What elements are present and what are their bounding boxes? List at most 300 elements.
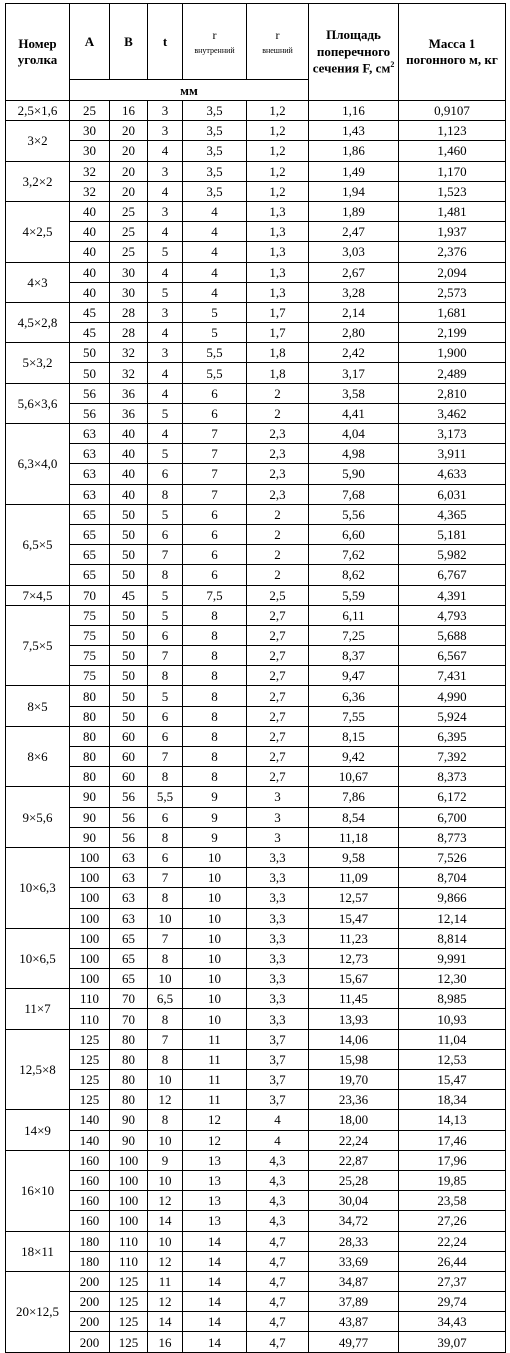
cell-r-outer: 3,7 (247, 1070, 309, 1090)
r-inner-symbol: r (212, 27, 217, 42)
cell-b: 32 (110, 343, 148, 363)
cell-area: 3,17 (309, 363, 399, 383)
header-units: мм (70, 80, 309, 101)
cell-area: 1,94 (309, 181, 399, 201)
cell-r-inner: 12 (183, 1130, 247, 1150)
cell-r-outer: 3,7 (247, 1049, 309, 1069)
cell-area: 6,60 (309, 524, 399, 544)
cell-b: 100 (110, 1170, 148, 1190)
table-row (6, 302, 506, 322)
cell-mass: 5,688 (399, 625, 506, 645)
cell-b: 40 (110, 464, 148, 484)
cell-r-outer: 3,3 (247, 989, 309, 1009)
cell-r-inner: 10 (183, 888, 247, 908)
cell-t: 8 (148, 888, 183, 908)
cell-a: 56 (70, 403, 110, 423)
cell-t: 5 (148, 282, 183, 302)
cell-area: 3,58 (309, 383, 399, 403)
cell-b: 28 (110, 323, 148, 343)
cell-t: 5 (148, 444, 183, 464)
cell-b: 30 (110, 282, 148, 302)
cell-area: 1,89 (309, 201, 399, 221)
cell-r-inner: 7 (183, 424, 247, 444)
cell-area: 28,33 (309, 1231, 399, 1251)
table-row (6, 1191, 506, 1211)
cell-t: 4 (148, 424, 183, 444)
cell-b: 40 (110, 484, 148, 504)
cell-area: 34,87 (309, 1271, 399, 1291)
table-row (6, 464, 506, 484)
cell-mass: 6,031 (399, 484, 506, 504)
cell-r-inner: 11 (183, 1029, 247, 1049)
cell-t: 5 (148, 403, 183, 423)
cell-mass: 8,985 (399, 989, 506, 1009)
cell-t: 10 (148, 1070, 183, 1090)
cell-r-inner: 14 (183, 1312, 247, 1332)
table-row (6, 1332, 506, 1352)
cell-b: 65 (110, 948, 148, 968)
angle-number-cell: 9×5,6 (6, 787, 70, 848)
table-row (6, 424, 506, 444)
cell-b: 125 (110, 1312, 148, 1332)
table-row (6, 928, 506, 948)
cell-a: 100 (70, 868, 110, 888)
cell-area: 11,23 (309, 928, 399, 948)
cell-a: 25 (70, 101, 110, 121)
cell-r-inner: 3,5 (183, 181, 247, 201)
cell-area: 8,15 (309, 726, 399, 746)
r-outer-symbol: r (275, 27, 280, 42)
cell-a: 80 (70, 706, 110, 726)
cell-area: 2,80 (309, 323, 399, 343)
cell-t: 3 (148, 161, 183, 181)
cell-t: 6 (148, 706, 183, 726)
cell-area: 15,67 (309, 969, 399, 989)
cell-r-inner: 8 (183, 646, 247, 666)
cell-b: 25 (110, 242, 148, 262)
table-row (6, 403, 506, 423)
table-row (6, 484, 506, 504)
table-row (6, 1130, 506, 1150)
cell-r-outer: 2,7 (247, 646, 309, 666)
cell-a: 30 (70, 141, 110, 161)
cell-r-outer: 3 (247, 827, 309, 847)
cell-mass: 1,170 (399, 161, 506, 181)
cell-r-inner: 4 (183, 282, 247, 302)
cell-r-outer: 1,3 (247, 201, 309, 221)
cell-mass: 12,30 (399, 969, 506, 989)
cell-b: 40 (110, 444, 148, 464)
cell-r-inner: 7,5 (183, 585, 247, 605)
cell-r-inner: 6 (183, 524, 247, 544)
cell-r-outer: 4 (247, 1130, 309, 1150)
cell-r-inner: 6 (183, 504, 247, 524)
cell-r-inner: 4 (183, 201, 247, 221)
angle-number-cell: 8×5 (6, 686, 70, 726)
cell-area: 43,87 (309, 1312, 399, 1332)
angle-number-cell: 12,5×8 (6, 1029, 70, 1110)
header-r-outer (247, 4, 309, 80)
cell-r-inner: 3,5 (183, 141, 247, 161)
cell-r-inner: 4 (183, 242, 247, 262)
cell-r-outer: 2 (247, 504, 309, 524)
cell-r-outer: 2,7 (247, 726, 309, 746)
cell-mass: 2,573 (399, 282, 506, 302)
cell-t: 10 (148, 908, 183, 928)
cell-t: 7 (148, 868, 183, 888)
cell-mass: 1,937 (399, 222, 506, 242)
cell-a: 30 (70, 121, 110, 141)
cell-b: 25 (110, 201, 148, 221)
cell-area: 18,00 (309, 1110, 399, 1130)
cell-b: 50 (110, 545, 148, 565)
cell-mass: 23,58 (399, 1191, 506, 1211)
cell-a: 80 (70, 767, 110, 787)
cell-b: 36 (110, 403, 148, 423)
cell-a: 70 (70, 585, 110, 605)
cell-t: 7 (148, 646, 183, 666)
cell-b: 20 (110, 181, 148, 201)
cell-b: 50 (110, 625, 148, 645)
cell-area: 4,04 (309, 424, 399, 444)
angle-steel-table (5, 3, 506, 1353)
table-row (6, 625, 506, 645)
cell-r-outer: 3,3 (247, 928, 309, 948)
cell-b: 90 (110, 1130, 148, 1150)
cell-area: 8,54 (309, 807, 399, 827)
cell-r-outer: 4,3 (247, 1191, 309, 1211)
cell-mass: 2,376 (399, 242, 506, 262)
cell-r-inner: 8 (183, 605, 247, 625)
cell-area: 13,93 (309, 1009, 399, 1029)
cell-area: 9,58 (309, 847, 399, 867)
table-row (6, 504, 506, 524)
cell-r-inner: 6 (183, 545, 247, 565)
cell-r-inner: 7 (183, 444, 247, 464)
cell-area: 19,70 (309, 1070, 399, 1090)
table-row (6, 222, 506, 242)
cell-r-inner: 14 (183, 1292, 247, 1312)
cell-a: 63 (70, 464, 110, 484)
cell-b: 20 (110, 161, 148, 181)
area-superscript: 2 (390, 59, 395, 69)
table-row (6, 868, 506, 888)
cell-t: 14 (148, 1211, 183, 1231)
angle-number-cell: 5,6×3,6 (6, 383, 70, 423)
header-area (309, 4, 399, 101)
cell-t: 3 (148, 101, 183, 121)
cell-r-inner: 11 (183, 1090, 247, 1110)
cell-a: 100 (70, 908, 110, 928)
table-row (6, 1110, 506, 1130)
cell-r-inner: 8 (183, 747, 247, 767)
cell-r-outer: 3,3 (247, 1009, 309, 1029)
cell-t: 5 (148, 585, 183, 605)
cell-mass: 11,04 (399, 1029, 506, 1049)
angle-number-cell: 11×7 (6, 989, 70, 1029)
table-row (6, 101, 506, 121)
cell-b: 125 (110, 1332, 148, 1352)
header-mass: Масса 1 погонного м, кг (399, 4, 506, 101)
cell-area: 49,77 (309, 1332, 399, 1352)
cell-mass: 1,523 (399, 181, 506, 201)
cell-t: 5 (148, 504, 183, 524)
cell-mass: 19,85 (399, 1170, 506, 1190)
cell-mass: 17,46 (399, 1130, 506, 1150)
cell-t: 6 (148, 464, 183, 484)
table-row (6, 1211, 506, 1231)
cell-a: 200 (70, 1271, 110, 1291)
cell-mass: 6,700 (399, 807, 506, 827)
cell-t: 12 (148, 1292, 183, 1312)
cell-b: 30 (110, 262, 148, 282)
cell-a: 75 (70, 605, 110, 625)
cell-b: 32 (110, 363, 148, 383)
cell-mass: 9,991 (399, 948, 506, 968)
cell-r-inner: 13 (183, 1191, 247, 1211)
cell-a: 40 (70, 242, 110, 262)
cell-r-outer: 2,5 (247, 585, 309, 605)
table-row (6, 383, 506, 403)
cell-b: 65 (110, 969, 148, 989)
cell-b: 63 (110, 888, 148, 908)
cell-t: 5 (148, 605, 183, 625)
cell-a: 65 (70, 545, 110, 565)
table-row (6, 666, 506, 686)
cell-mass: 1,123 (399, 121, 506, 141)
header-number: Номер уголка (6, 4, 70, 101)
cell-a: 45 (70, 302, 110, 322)
cell-r-outer: 2,3 (247, 464, 309, 484)
area-label: Площадь поперечного сечения F, см (312, 27, 391, 76)
table-row (6, 787, 506, 807)
cell-mass: 5,982 (399, 545, 506, 565)
cell-r-inner: 13 (183, 1211, 247, 1231)
table-row (6, 1271, 506, 1291)
cell-t: 3 (148, 121, 183, 141)
angle-number-cell: 8×6 (6, 726, 70, 787)
angle-number-cell: 2,5×1,6 (6, 101, 70, 121)
angle-number-cell: 18×11 (6, 1231, 70, 1271)
cell-r-inner: 8 (183, 726, 247, 746)
cell-b: 50 (110, 524, 148, 544)
cell-t: 14 (148, 1312, 183, 1332)
cell-r-outer: 1,2 (247, 161, 309, 181)
cell-t: 16 (148, 1332, 183, 1352)
cell-mass: 10,93 (399, 1009, 506, 1029)
cell-t: 6 (148, 625, 183, 645)
cell-r-inner: 6 (183, 383, 247, 403)
header-r-inner (183, 4, 247, 80)
cell-t: 6 (148, 847, 183, 867)
cell-b: 56 (110, 807, 148, 827)
cell-r-inner: 10 (183, 908, 247, 928)
cell-a: 110 (70, 989, 110, 1009)
cell-mass: 12,14 (399, 908, 506, 928)
cell-a: 160 (70, 1191, 110, 1211)
cell-t: 10 (148, 969, 183, 989)
angle-number-cell: 16×10 (6, 1150, 70, 1231)
cell-a: 65 (70, 524, 110, 544)
cell-t: 3 (148, 343, 183, 363)
cell-t: 7 (148, 1029, 183, 1049)
cell-r-inner: 5,5 (183, 343, 247, 363)
cell-t: 4 (148, 222, 183, 242)
cell-mass: 22,24 (399, 1231, 506, 1251)
table-row (6, 1231, 506, 1251)
cell-r-outer: 2,7 (247, 666, 309, 686)
cell-r-outer: 2,7 (247, 686, 309, 706)
cell-b: 50 (110, 686, 148, 706)
cell-area: 1,49 (309, 161, 399, 181)
angle-number-cell: 3×2 (6, 121, 70, 161)
cell-a: 125 (70, 1090, 110, 1110)
r-inner-subscript: внутренний (194, 45, 235, 55)
cell-mass: 3,911 (399, 444, 506, 464)
table-row (6, 161, 506, 181)
cell-a: 100 (70, 948, 110, 968)
cell-t: 6,5 (148, 989, 183, 1009)
cell-r-inner: 14 (183, 1251, 247, 1271)
table-row (6, 585, 506, 605)
cell-mass: 6,767 (399, 565, 506, 585)
cell-area: 34,72 (309, 1211, 399, 1231)
cell-a: 80 (70, 686, 110, 706)
cell-mass: 0,9107 (399, 101, 506, 121)
table-row (6, 1150, 506, 1170)
cell-r-outer: 1,7 (247, 302, 309, 322)
cell-area: 4,98 (309, 444, 399, 464)
cell-r-outer: 2,7 (247, 767, 309, 787)
table-row (6, 605, 506, 625)
cell-r-inner: 14 (183, 1332, 247, 1352)
table-row (6, 242, 506, 262)
cell-a: 40 (70, 201, 110, 221)
cell-t: 8 (148, 565, 183, 585)
cell-area: 6,36 (309, 686, 399, 706)
cell-a: 32 (70, 161, 110, 181)
cell-r-inner: 7 (183, 464, 247, 484)
cell-area: 1,86 (309, 141, 399, 161)
cell-b: 56 (110, 787, 148, 807)
table-row (6, 565, 506, 585)
cell-r-inner: 13 (183, 1170, 247, 1190)
cell-mass: 27,26 (399, 1211, 506, 1231)
table-row (6, 989, 506, 1009)
cell-mass: 6,172 (399, 787, 506, 807)
cell-a: 200 (70, 1312, 110, 1332)
cell-area: 6,11 (309, 605, 399, 625)
cell-a: 100 (70, 888, 110, 908)
cell-r-inner: 8 (183, 625, 247, 645)
table-row (6, 1251, 506, 1271)
cell-b: 80 (110, 1049, 148, 1069)
cell-t: 5 (148, 686, 183, 706)
cell-mass: 2,199 (399, 323, 506, 343)
cell-r-outer: 4,7 (247, 1251, 309, 1271)
cell-area: 7,62 (309, 545, 399, 565)
cell-r-outer: 2,3 (247, 424, 309, 444)
cell-t: 4 (148, 363, 183, 383)
cell-a: 65 (70, 565, 110, 585)
cell-b: 56 (110, 827, 148, 847)
cell-area: 7,55 (309, 706, 399, 726)
cell-r-outer: 1,2 (247, 121, 309, 141)
angle-number-cell: 5×3,2 (6, 343, 70, 383)
cell-r-outer: 2,3 (247, 484, 309, 504)
angle-number-cell: 4,5×2,8 (6, 302, 70, 342)
cell-area: 15,98 (309, 1049, 399, 1069)
cell-b: 63 (110, 868, 148, 888)
r-outer-subscript: внешний (262, 45, 293, 55)
cell-r-outer: 2,7 (247, 706, 309, 726)
cell-mass: 6,395 (399, 726, 506, 746)
table-row (6, 121, 506, 141)
cell-r-outer: 1,2 (247, 181, 309, 201)
cell-t: 8 (148, 666, 183, 686)
table-row (6, 1049, 506, 1069)
cell-area: 9,42 (309, 747, 399, 767)
cell-b: 16 (110, 101, 148, 121)
cell-b: 50 (110, 666, 148, 686)
cell-r-outer: 1,3 (247, 242, 309, 262)
cell-t: 6 (148, 726, 183, 746)
cell-r-outer: 3,3 (247, 868, 309, 888)
cell-r-inner: 9 (183, 807, 247, 827)
cell-r-inner: 11 (183, 1049, 247, 1069)
cell-r-inner: 14 (183, 1271, 247, 1291)
cell-b: 100 (110, 1150, 148, 1170)
cell-t: 8 (148, 1110, 183, 1130)
angle-number-cell: 4×3 (6, 262, 70, 302)
cell-area: 12,73 (309, 948, 399, 968)
cell-a: 100 (70, 847, 110, 867)
cell-b: 125 (110, 1292, 148, 1312)
cell-t: 3 (148, 201, 183, 221)
cell-r-outer: 3,3 (247, 969, 309, 989)
cell-b: 50 (110, 706, 148, 726)
table-body (6, 101, 506, 1353)
table-row (6, 181, 506, 201)
table-row (6, 282, 506, 302)
table-row (6, 1029, 506, 1049)
cell-r-outer: 2 (247, 524, 309, 544)
cell-t: 4 (148, 383, 183, 403)
cell-area: 11,18 (309, 827, 399, 847)
angle-number-cell: 6,3×4,0 (6, 424, 70, 505)
cell-mass: 29,74 (399, 1292, 506, 1312)
cell-b: 70 (110, 989, 148, 1009)
angle-number-cell: 7,5×5 (6, 605, 70, 686)
cell-r-outer: 3,3 (247, 888, 309, 908)
cell-r-outer: 2 (247, 403, 309, 423)
cell-r-inner: 4 (183, 222, 247, 242)
cell-a: 75 (70, 666, 110, 686)
cell-r-outer: 4 (247, 1110, 309, 1130)
cell-area: 14,06 (309, 1029, 399, 1049)
cell-r-inner: 5 (183, 323, 247, 343)
table-row (6, 1009, 506, 1029)
cell-area: 8,62 (309, 565, 399, 585)
cell-mass: 1,460 (399, 141, 506, 161)
cell-mass: 3,462 (399, 403, 506, 423)
cell-b: 25 (110, 222, 148, 242)
table-row (6, 686, 506, 706)
cell-r-inner: 10 (183, 969, 247, 989)
table-row (6, 747, 506, 767)
cell-r-inner: 11 (183, 1070, 247, 1090)
cell-mass: 8,704 (399, 868, 506, 888)
